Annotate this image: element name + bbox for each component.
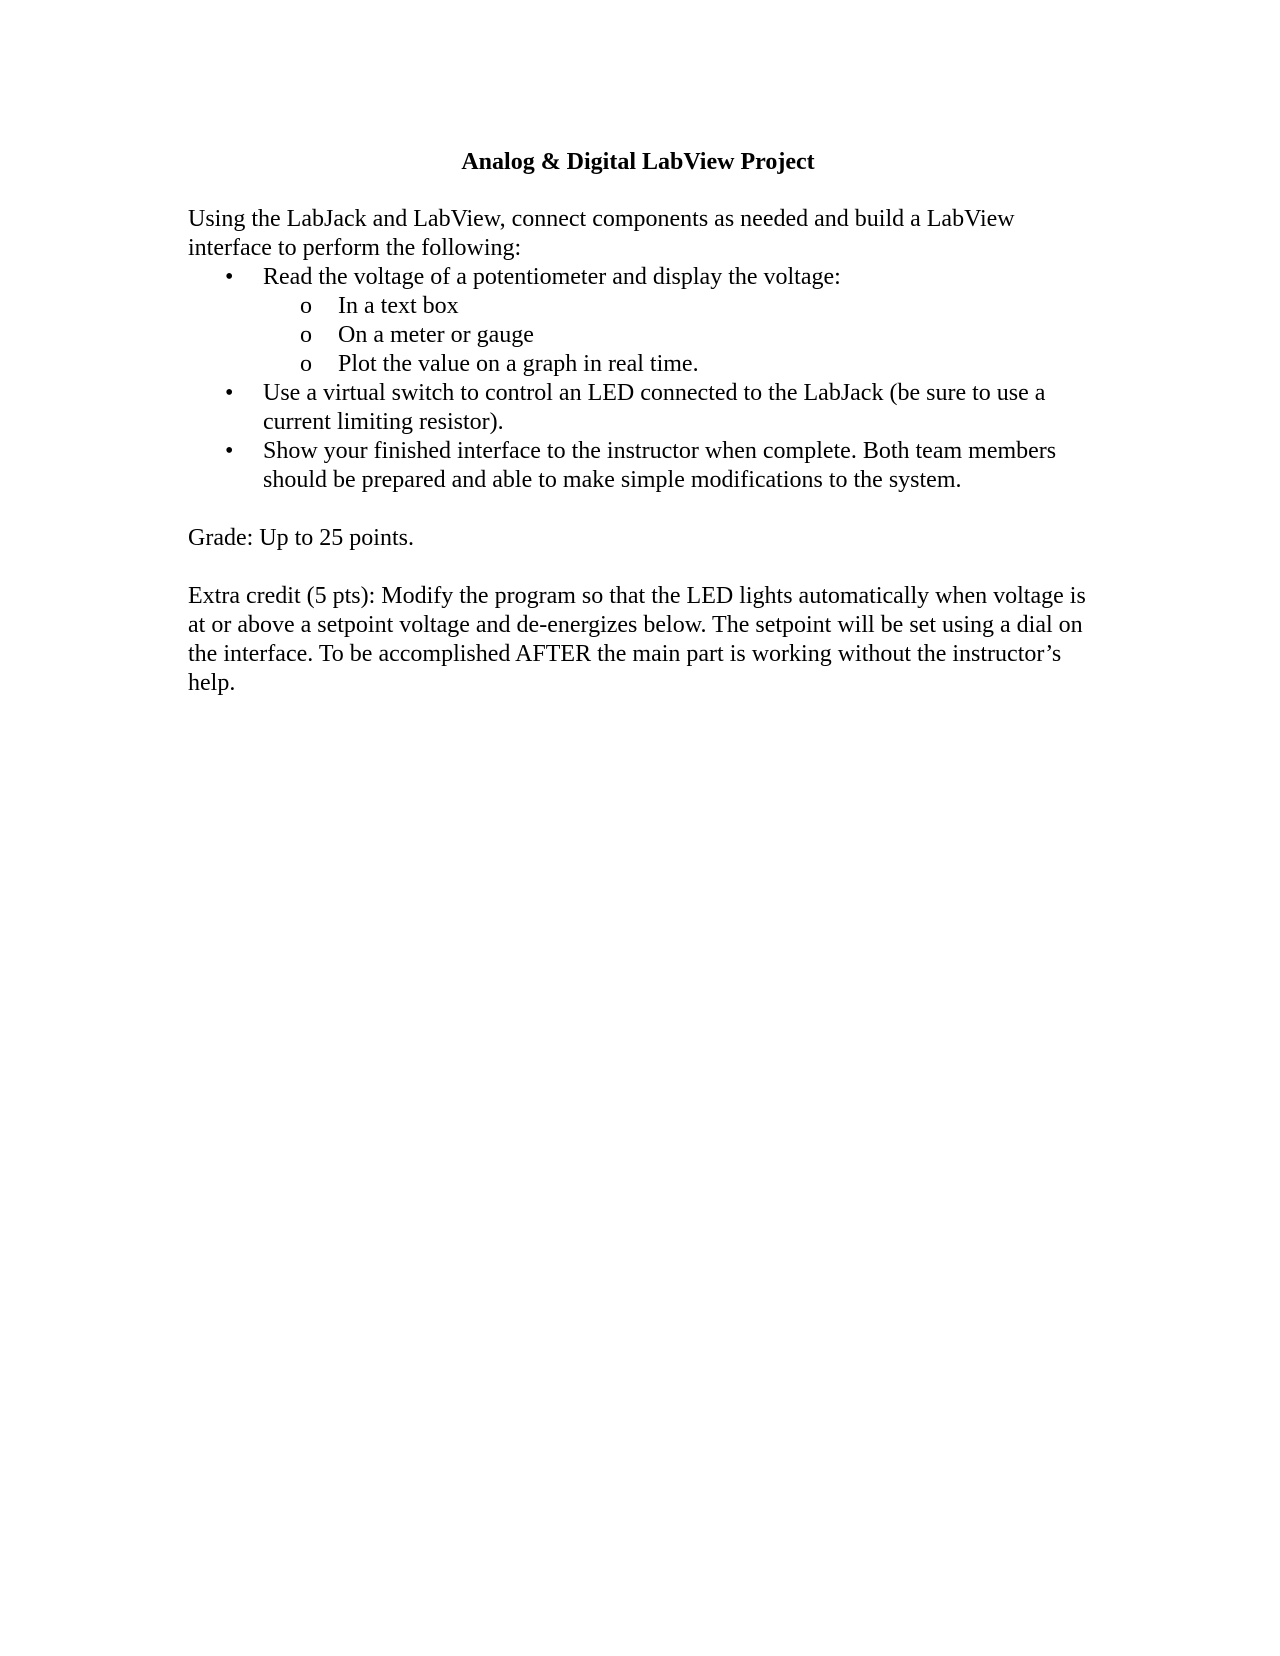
extra-credit-paragraph: Extra credit (5 pts): Modify the program so that the LED lights automatically when voltage is at or above a setpoint voltage and de-energizes below. The setpoint will be set using a dial on the interface. To be accomplished AFTER the main part is working without the instructor’s help. <box>188 583 1086 696</box>
document-title: Analog & Digital LabView Project <box>461 149 815 175</box>
intro-paragraph: Using the LabJack and LabView, connect components as needed and build a LabView interface to perform the following: <box>188 206 1015 261</box>
bullet-marker: • <box>225 380 234 406</box>
list-item <box>188 379 1088 437</box>
list-item-text: Read the voltage of a potentiometer and display the voltage: <box>263 264 841 290</box>
sub-list-item-text: On a meter or gauge <box>338 322 534 348</box>
sub-list-item <box>263 292 1088 321</box>
bullet-marker: • <box>225 264 234 290</box>
sub-list-item <box>263 350 1088 379</box>
sub-list-item <box>263 321 1088 350</box>
grade-paragraph: Grade: Up to 25 points. <box>188 525 414 551</box>
sub-list <box>263 292 1088 379</box>
document-body <box>188 148 1088 698</box>
list-item-text: Show your finished interface to the instructor when complete. Both team members should be prepared and able to make simple modifications to the system. <box>263 438 1057 493</box>
requirements-list <box>188 263 1088 495</box>
list-item <box>188 263 1088 379</box>
sub-bullet-marker: o <box>300 322 312 348</box>
list-item-text: Use a virtual switch to control an LED connected to the LabJack (be sure to use a current limiting resistor). <box>263 380 1046 435</box>
paragraph-spacer <box>188 553 1088 582</box>
paragraph-spacer <box>188 495 1088 524</box>
sub-list-item-text: Plot the value on a graph in real time. <box>338 351 699 377</box>
sub-bullet-marker: o <box>300 351 312 377</box>
list-item <box>188 437 1088 495</box>
sub-list-item-text: In a text box <box>338 293 459 319</box>
bullet-marker: • <box>225 438 234 464</box>
sub-bullet-marker: o <box>300 293 312 319</box>
